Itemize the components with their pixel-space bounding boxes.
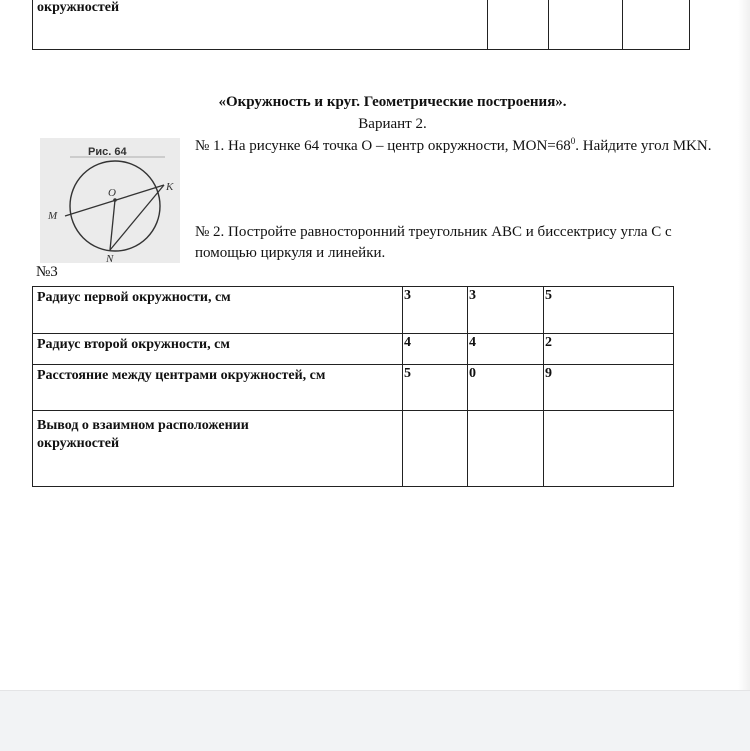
label-o: O xyxy=(108,187,116,199)
table-row xyxy=(33,287,674,334)
prev-table-cell xyxy=(623,0,690,50)
figure-caption: Рис. 64 xyxy=(88,146,127,158)
row-label-text: Вывод о взаимном расположении окружностей xyxy=(37,418,249,451)
prev-table-cell xyxy=(549,0,623,50)
label-n: N xyxy=(106,253,114,263)
label-m: M xyxy=(48,210,58,222)
task-1 xyxy=(195,136,725,157)
row-label xyxy=(33,411,403,487)
viewer-bottom-area xyxy=(0,690,750,751)
figure-64 xyxy=(40,138,180,263)
page-edge-shadow xyxy=(738,0,750,690)
table-cell xyxy=(544,411,674,487)
table-row xyxy=(33,411,674,487)
table-cell: 5 xyxy=(403,365,468,411)
task-3-label: №3 xyxy=(36,264,58,280)
table-row xyxy=(33,365,674,411)
table-row xyxy=(33,334,674,365)
table-cell: 4 xyxy=(468,334,544,365)
worksheet-title: «Окружность и круг. Геометрические построения». xyxy=(218,94,567,110)
row-label: Расстояние между центрами окружностей, см xyxy=(33,365,403,411)
table-cell: 4 xyxy=(403,334,468,365)
variant-label: Вариант 2. xyxy=(358,116,427,132)
circles-table xyxy=(32,286,674,487)
table-cell xyxy=(403,411,468,487)
table-cell: 9 xyxy=(544,365,674,411)
prev-table-label: окружностей xyxy=(33,0,488,50)
table-cell xyxy=(468,411,544,487)
table-cell: 0 xyxy=(468,365,544,411)
prev-table-cell xyxy=(488,0,549,50)
row-label: Радиус второй окружности, см xyxy=(33,334,403,365)
task-1-text-end: . Найдите угол MKN. xyxy=(575,138,712,154)
task-2: № 2. Постройте равносторонний треугольник АВС и биссектрису угла С с помощью циркуля и линейки. xyxy=(195,224,672,261)
label-k: K xyxy=(166,181,174,193)
table-cell: 3 xyxy=(403,287,468,334)
row-label: Радиус первой окружности, см xyxy=(33,287,403,334)
chord-kn xyxy=(110,185,164,250)
table-cell: 5 xyxy=(544,287,674,334)
degree-sign: 0 xyxy=(570,136,576,146)
table-cell: 2 xyxy=(544,334,674,365)
table-cell: 3 xyxy=(468,287,544,334)
task-1-text: № 1. На рисунке 64 точка O – центр окружности, MON=68 xyxy=(195,138,571,154)
radius-on xyxy=(110,200,115,250)
previous-page-table xyxy=(32,0,690,50)
